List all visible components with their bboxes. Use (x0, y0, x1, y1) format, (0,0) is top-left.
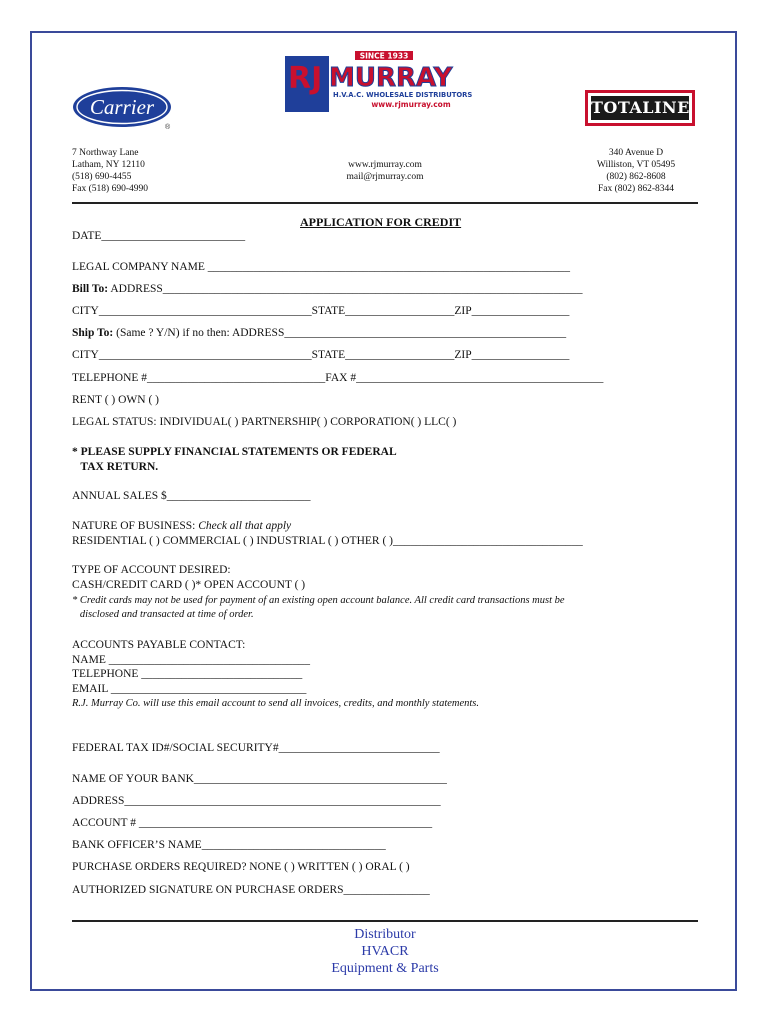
account-type-label: TYPE OF ACCOUNT DESIRED: (72, 564, 231, 576)
legal-company-name-field[interactable]: LEGAL COMPANY NAME _______________________________________________________________ (72, 261, 571, 273)
header-right-address (580, 147, 692, 195)
fax-line: Fax (802) 862-8344 (598, 184, 674, 194)
address-line: 340 Avenue D (608, 148, 664, 158)
footer (72, 926, 698, 977)
carrier-logo-text: Carrier (89, 95, 155, 119)
totaline-logo (585, 90, 695, 126)
header-center-contact (300, 159, 470, 183)
ap-telephone-field[interactable]: TELEPHONE ____________________________ (72, 668, 303, 680)
federal-tax-id-field[interactable]: FEDERAL TAX ID#/SOCIAL SECURITY#____________________________ (72, 742, 440, 754)
header-divider (72, 202, 698, 204)
financial-statements-note-cont: TAX RETURN. (72, 461, 159, 473)
rj-murray-logo (283, 48, 495, 120)
hvac-tagline: H.V.A.C. WHOLESALE DISTRIBUTORS (333, 91, 473, 99)
nature-hint-text: Check all that apply (198, 520, 292, 532)
since-1933-text: SINCE 1933 (359, 51, 409, 61)
bill-to-city-state-zip-field[interactable]: CITY_____________________________________STATE___________________ZIP_________________ (72, 305, 570, 317)
ship-to-address-field[interactable] (72, 327, 566, 339)
bank-address-field[interactable]: ADDRESS_______________________________________________________ (72, 795, 441, 807)
footer-line-equipment: Equipment & Parts (331, 961, 439, 976)
ship-to-label: Ship To: (72, 327, 114, 339)
form-title: APPLICATION FOR CREDIT (300, 215, 462, 229)
rent-own-options[interactable]: RENT ( ) OWN ( ) (72, 394, 159, 406)
address-line: 7 Northway Lane (72, 148, 139, 158)
rj-letters: RJ (288, 61, 323, 96)
header-left-address (72, 147, 148, 195)
financial-statements-note: * PLEASE SUPPLY FINANCIAL STATEMENTS OR FEDERAL (72, 446, 397, 458)
phone-line: (802) 862-8608 (606, 172, 666, 182)
footer-line-hvacr: HVACR (361, 944, 409, 959)
address-line: Latham, NY 12110 (72, 160, 145, 170)
nature-label-text: NATURE OF BUSINESS: (72, 520, 199, 532)
date-field[interactable]: DATE_________________________ (72, 230, 246, 242)
logo-website: www.rjmurray.com (371, 100, 451, 109)
fax-line: Fax (518) 690-4990 (72, 184, 148, 194)
address-line: Williston, VT 05495 (596, 160, 676, 170)
nature-of-business-label (72, 520, 291, 532)
ap-email-field[interactable]: EMAIL __________________________________ (72, 683, 307, 695)
account-type-options[interactable]: CASH/CREDIT CARD ( )* OPEN ACCOUNT ( ) (72, 579, 306, 591)
accounts-payable-label: ACCOUNTS PAYABLE CONTACT: (72, 639, 246, 651)
purchase-orders-options[interactable]: PURCHASE ORDERS REQUIRED? NONE ( ) WRITTEN ( ) ORAL ( ) (72, 861, 410, 873)
ship-to-city-state-zip-field[interactable]: CITY_____________________________________STATE___________________ZIP_________________ (72, 349, 570, 361)
bill-to-address-text: ADDRESS_________________________________________________________________________ (108, 283, 583, 295)
bill-to-address-field[interactable] (72, 283, 583, 295)
credit-card-note-cont: disclosed and transacted at time of order. (72, 609, 254, 620)
murray-text: MURRAY (329, 63, 453, 93)
nature-of-business-options[interactable]: RESIDENTIAL ( ) COMMERCIAL ( ) INDUSTRIAL ( ) OTHER ( )_________________________________ (72, 535, 583, 547)
website-text: www.rjmurray.com (348, 160, 422, 170)
totaline-text: TOTALINE (591, 96, 689, 120)
bank-account-field[interactable]: ACCOUNT # ___________________________________________________ (72, 817, 433, 829)
phone-line: (518) 690-4455 (72, 172, 132, 182)
footer-divider (72, 920, 698, 922)
ship-to-address-text: (Same ? Y/N) if no then: ADDRESS_________________________________________________ (113, 327, 567, 339)
telephone-fax-field[interactable]: TELEPHONE #_______________________________FAX #___________________________________________ (72, 372, 604, 384)
annual-sales-field[interactable]: ANNUAL SALES $_________________________ (72, 490, 311, 502)
bill-to-label: Bill To: (72, 283, 109, 295)
bank-name-field[interactable]: NAME OF YOUR BANK____________________________________________ (72, 773, 447, 785)
footer-line-distributor: Distributor (354, 927, 416, 942)
authorized-signature-field[interactable]: AUTHORIZED SIGNATURE ON PURCHASE ORDERS_______________ (72, 884, 430, 896)
credit-card-note: * Credit cards may not be used for payment of an existing open account balance. All credit card transactions must be (72, 595, 565, 606)
bank-officer-field[interactable]: BANK OFFICER’S NAME________________________________ (72, 839, 386, 851)
carrier-logo (72, 85, 176, 131)
legal-status-options[interactable]: LEGAL STATUS: INDIVIDUAL( ) PARTNERSHIP( ) CORPORATION( ) LLC( ) (72, 416, 457, 428)
email-text: mail@rjmurray.com (346, 172, 424, 182)
ap-email-note: R.J. Murray Co. will use this email account to send all invoices, credits, and monthly statements. (72, 698, 480, 709)
carrier-registered-mark: ® (165, 124, 171, 131)
ap-name-field[interactable]: NAME ___________________________________ (72, 654, 310, 666)
